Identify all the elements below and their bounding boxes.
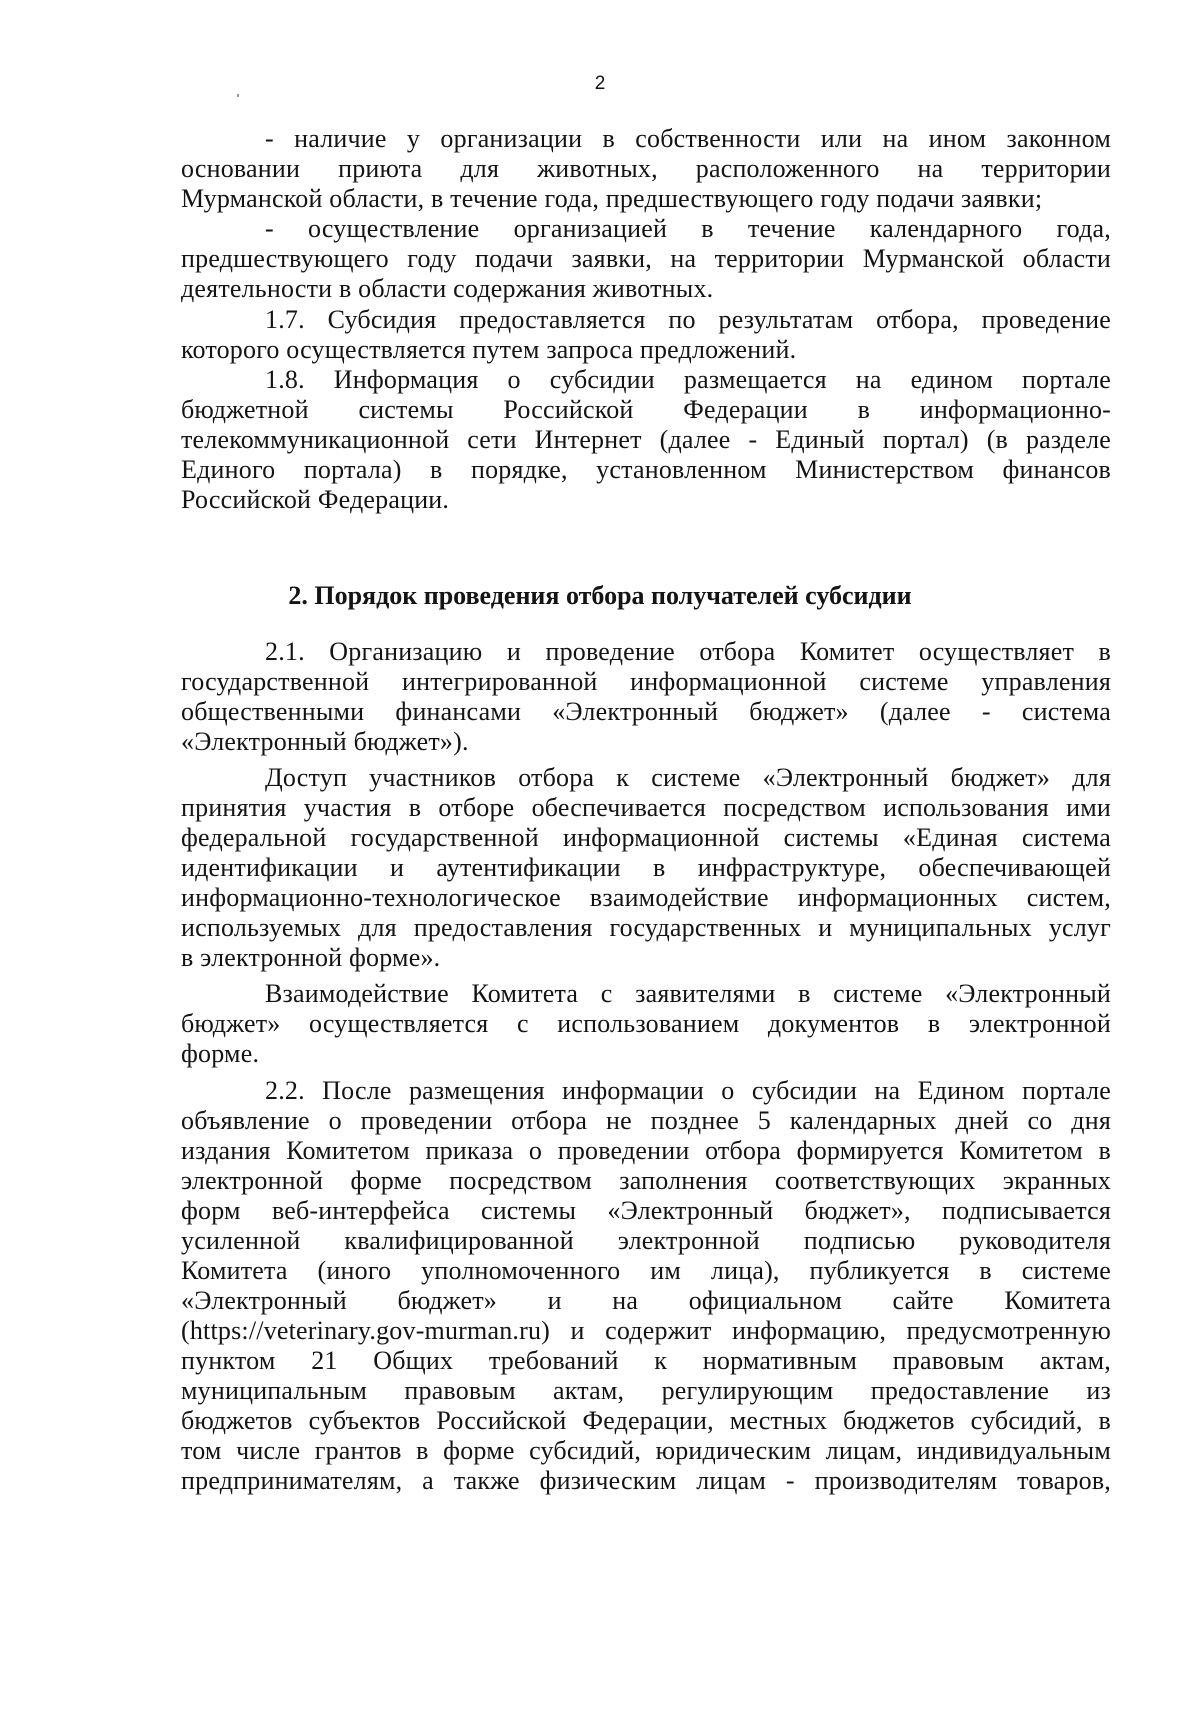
paragraph-line: «Электронный бюджет» и на официальном сайте Комитета bbox=[181, 1286, 1111, 1315]
paragraph-line: 2.2. После размещения информации о субсидии на Едином портале bbox=[265, 1076, 1111, 1105]
paragraph-line: объявление о проведении отбора не позднее 5 календарных дней со дня bbox=[181, 1106, 1111, 1135]
paragraph-line: бюджетной системы Российской Федерации в информационно- bbox=[181, 395, 1111, 424]
paragraph-line: Единого портала) в порядке, установленном Министерством финансов bbox=[181, 455, 1111, 484]
section-heading: 2. Порядок проведения отбора получателей субсидии bbox=[288, 581, 912, 610]
paragraph-line: издания Комитетом приказа о проведении отбора формируется Комитетом в bbox=[181, 1136, 1111, 1165]
paragraph-line: общественными финансами «Электронный бюджет» (далее - система bbox=[181, 697, 1111, 726]
paragraph-line: электронной форме посредством заполнения соответствующих экранных bbox=[181, 1166, 1111, 1195]
scan-mark bbox=[237, 94, 239, 97]
paragraph-line: форме. bbox=[181, 1039, 260, 1068]
paragraph-line: 1.7. Субсидия предоставляется по результатам отбора, проведение bbox=[265, 305, 1111, 334]
paragraph-line: (https://veterinary.gov-murman.ru) и содержит информацию, предусмотренную bbox=[181, 1316, 1111, 1345]
paragraph-line: Российской Федерации. bbox=[181, 485, 450, 514]
paragraph-line: информационно-технологическое взаимодействие информационных систем, bbox=[181, 883, 1111, 912]
paragraph-line: деятельности в области содержания животных. bbox=[181, 274, 714, 303]
paragraph-line: форм веб-интерфейса системы «Электронный бюджет», подписывается bbox=[181, 1196, 1111, 1225]
paragraph-line: предпринимателям, а также физическим лицам - производителям товаров, bbox=[181, 1466, 1111, 1495]
paragraph-line: используемых для предоставления государственных и муниципальных услуг bbox=[181, 913, 1111, 942]
paragraph-line: бюджетов субъектов Российской Федерации, местных бюджетов субсидий, в bbox=[181, 1406, 1111, 1435]
paragraph-line: в электронной форме». bbox=[181, 943, 441, 972]
paragraph-line: принятия участия в отборе обеспечивается посредством использования ими bbox=[181, 793, 1111, 822]
paragraph-line: - наличие у организации в собственности или на ином законном bbox=[265, 124, 1111, 153]
paragraph-line: Доступ участников отбора к системе «Электронный бюджет» для bbox=[265, 763, 1111, 792]
paragraph-line: том числе грантов в форме субсидий, юридическим лицам, индивидуальным bbox=[181, 1436, 1111, 1465]
paragraph-line: которого осуществляется путем запроса предложений. bbox=[181, 335, 797, 364]
paragraph-line: идентификации и аутентификации в инфраструктуре, обеспечивающей bbox=[181, 853, 1111, 882]
paragraph-line: федеральной государственной информационной системы «Единая система bbox=[181, 823, 1111, 852]
paragraph-line: телекоммуникационной сети Интернет (далее - Единый портал) (в разделе bbox=[181, 425, 1111, 454]
paragraph-line: Мурманской области, в течение года, предшествующего году подачи заявки; bbox=[181, 184, 1043, 213]
paragraph-line: бюджет» осуществляется с использованием документов в электронной bbox=[181, 1009, 1111, 1038]
paragraph-line: Взаимодействие Комитета с заявителями в системе «Электронный bbox=[265, 979, 1111, 1008]
paragraph-line: основании приюта для животных, расположенного на территории bbox=[181, 154, 1111, 183]
paragraph-line: 1.8. Информация о субсидии размещается на едином портале bbox=[265, 365, 1111, 394]
paragraph-line: «Электронный бюджет»). bbox=[181, 727, 469, 756]
paragraph-line: - осуществление организацией в течение календарного года, bbox=[265, 214, 1111, 243]
paragraph-line: 2.1. Организацию и проведение отбора Комитет осуществляет в bbox=[265, 637, 1111, 666]
page-number: 2 bbox=[594, 73, 606, 94]
paragraph-line: предшествующего году подачи заявки, на территории Мурманской области bbox=[181, 244, 1111, 273]
paragraph-line: муниципальным правовым актам, регулирующим предоставление из bbox=[181, 1376, 1111, 1405]
paragraph-line: пунктом 21 Общих требований к нормативным правовым актам, bbox=[181, 1346, 1111, 1375]
paragraph-line: усиленной квалифицированной электронной подписью руководителя bbox=[181, 1226, 1111, 1255]
paragraph-line: государственной интегрированной информационной системе управления bbox=[181, 667, 1111, 696]
paragraph-line: Комитета (иного уполномоченного им лица), публикуется в системе bbox=[181, 1256, 1111, 1285]
